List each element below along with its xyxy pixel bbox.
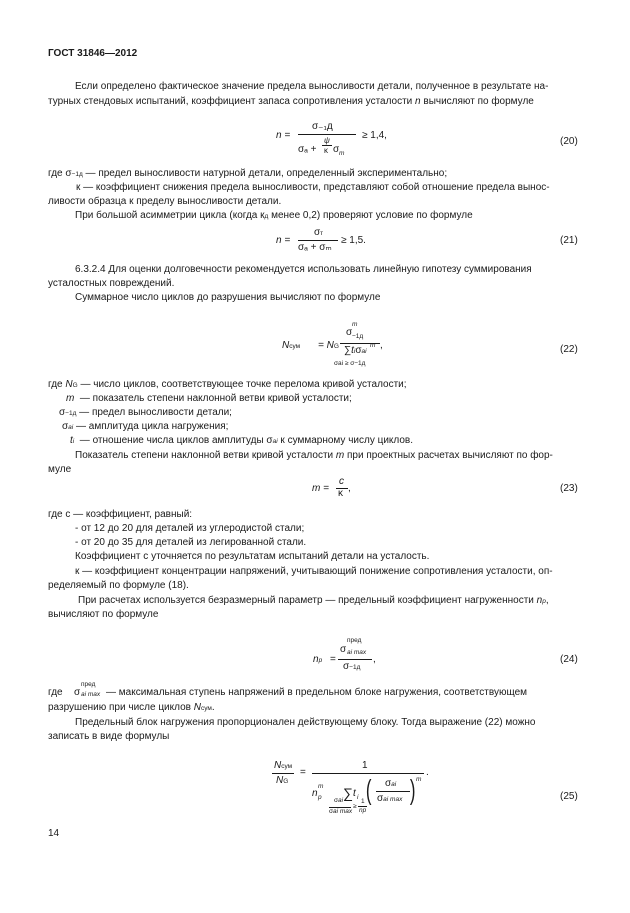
paragraph-5-line-2: муле — [48, 464, 72, 475]
where-22-item: где NG — число циклов, соответствующее точке перелома кривой усталости; — [48, 379, 407, 390]
page-number: 14 — [48, 828, 60, 839]
document-page: ГОСТ 31846—2012 Если определено фактическое значение предела выносливости детали, полученное в результате на- турных стендовых испытаний, коэффициент запаса сопротивления усталости n вычисляют по формуле n = σ₋₁д σₐ + ψ κ σ m ≥ 1,4, (20) где σ−1д — предел выносливости натурной детали, определенный экспериментально; к — коэффициент снижения предела выносливости, представляют собой отношение предела вынос- ливости образца к пределу выносливости детали. При большой асимметрии цикла (когда кд менее 0,2) проверяют условие по формуле n = σт σₐ + σₘ ≥ 1,5. (21) 6.3.2.4 Для оценки долговечности рекомендуется использовать линейную гипотезу суммирования усталостных повреждений. Суммарное число циклов до разрушения вычисляют по формуле Nсум = NG σ m −1д ∑tiσai m σai ≥ σ−1д , (22) где NG — число циклов, соответствующее точке перелома кривой усталости; m — показатель степени наклонной ветви кривой усталости; σ−1д — предел выносливости детали; σai — амплитуда цикла нагружения; ti — отношение числа циклов амплитуды σai к суммарному числу циклов. Показатель степени наклонной ветви кривой усталости m при проектных расчетах вычисляют по фор- муле m = c κ , (23) где с — коэффициент, равный: - от 12 до 20 для деталей из углеродистой стали; - от 20 до 35 для деталей из легированной стали. Коэффициент с уточняется по результатам испытаний детали на усталость. к — коэффициент концентрации напряжений, учитывающий понижение сопротивления усталости, оп- ределяемый по формуле (18). При расчетах используется безразмерный параметр — предельный коэффициент нагруженности np, вычисляют по формуле np = пред σ ai max σ−1д , (24) где σ пред ai max — максимальная ступень напряжений в предельном блоке нагружения, соответствующем разрушению при числе циклов Nсум. Предельный блок нагружения пропорционален действующему блоку. Тогда выражение (22) можно записать в виде формулы Nсум NG = 1 n m p ∑ t i ( σai σai max ) m . σai σai max ≥ 1 np (25) 14 — [48, 48, 578, 839]
equation-21-number: (21) — [560, 235, 578, 246]
where-20-line-2: к — коэффициент снижения предела выносливости, представляют собой отношение предела вынос- — [76, 182, 550, 193]
where-22-item: σai — амплитуда цикла нагружения; — [62, 421, 229, 432]
document-header: ГОСТ 31846—2012 — [48, 48, 138, 59]
equation-25-number: (25) — [560, 791, 578, 802]
paragraph-4: Суммарное число циклов до разрушения вычисляют по формуле — [75, 292, 381, 303]
where-24-line-1: где — [48, 687, 63, 698]
where-24-sup: пред — [81, 681, 96, 688]
where-24-text: — максимальная ступень напряжений в предельном блоке нагружения, соответствующем — [106, 687, 528, 698]
paragraph-9-line-1: Предельный блок нагружения пропорционален действующему блоку. Тогда выражение (22) можно — [75, 717, 536, 728]
paragraph-8-line-2: вычисляют по формуле — [48, 609, 159, 620]
where-23-item-1: - от 12 до 20 для деталей из углеродистой стали; — [75, 523, 305, 534]
paragraph-8-line-1: При расчетах используется безразмерный параметр — предельный коэффициент нагруженности np, — [78, 595, 549, 606]
where-20-line-3: ливости образца к пределу выносливости детали. — [48, 196, 282, 207]
where-24-symbol: σ — [74, 687, 81, 698]
paragraph-1-line-2: турных стендовых испытаний, коэффициент запаса сопротивления усталости n вычисляют по формуле — [48, 96, 534, 107]
where-24-sub: ai max — [81, 691, 101, 698]
paragraph-7-line-1: к — коэффициент концентрации напряжений, учитывающий понижение сопротивления усталости, оп- — [75, 566, 553, 577]
paragraph-9-line-2: записать в виде формулы — [48, 731, 170, 742]
paragraph-6: Коэффициент с уточняется по результатам испытаний детали на усталость. — [75, 551, 430, 562]
where-20-line-1: где σ−1д — предел выносливости натурной детали, определенный экспериментально; — [48, 168, 448, 179]
paragraph-2: При большой асимметрии цикла (когда кд менее 0,2) проверяют условие по формуле — [75, 210, 473, 221]
paragraph-7-line-2: ределяемый по формуле (18). — [48, 580, 189, 591]
where-24-line-2: разрушению при числе циклов Nсум. — [48, 702, 215, 713]
paragraph-3-line-2: усталостных повреждений. — [48, 278, 175, 289]
equation-22-number: (22) — [560, 344, 578, 355]
paragraph-3-line-1: 6.3.2.4 Для оценки долговечности рекомендуется использовать линейную гипотезу суммирования — [75, 264, 532, 275]
where-22-item: m — показатель степени наклонной ветви кривой усталости; — [66, 393, 352, 404]
where-23-title: где с — коэффициент, равный: — [48, 509, 193, 520]
equation-20-number: (20) — [560, 136, 578, 147]
where-22-item: σ−1д — предел выносливости детали; — [59, 407, 232, 418]
paragraph-1-line-1: Если определено фактическое значение предела выносливости детали, полученное в результате на- — [75, 81, 549, 92]
equation-23-number: (23) — [560, 483, 578, 494]
equation-24-number: (24) — [560, 654, 578, 665]
paragraph-5-line-1: Показатель степени наклонной ветви кривой усталости m при проектных расчетах вычисляют по фор- — [75, 450, 553, 461]
where-22-item: ti — отношение числа циклов амплитуды σai к суммарному числу циклов. — [70, 435, 414, 446]
where-23-item-2: - от 20 до 35 для деталей из легированной стали. — [75, 537, 307, 548]
